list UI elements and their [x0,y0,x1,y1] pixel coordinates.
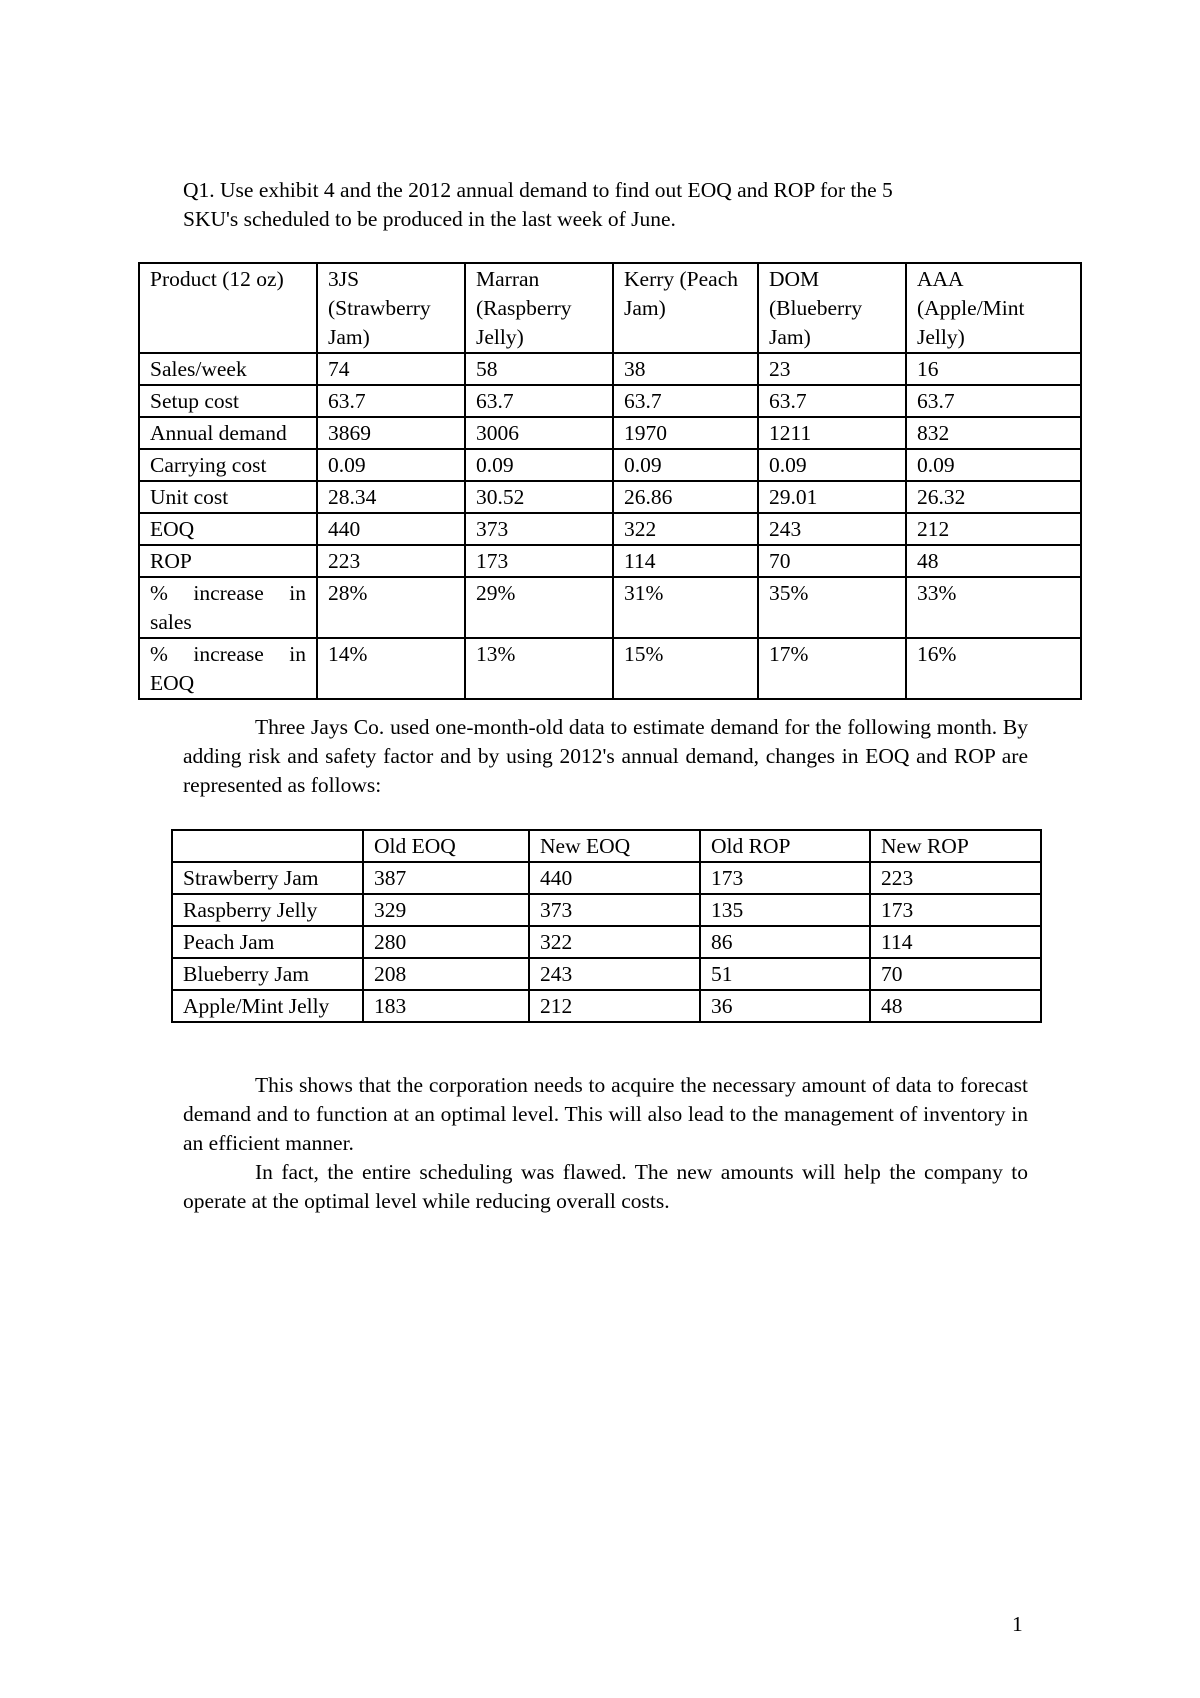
table-cell: 0.09 [465,449,613,481]
table-cell: 16 [906,353,1081,385]
question-line-2: SKU's scheduled to be produced in the last week of June. [183,207,676,231]
row-label: % increase in sales [139,577,317,638]
table-row [139,385,1081,417]
table-cell: 212 [529,990,700,1022]
table-cell: 1970 [613,417,758,449]
table-cell: 58 [465,353,613,385]
table-cell: 329 [363,894,529,926]
table-cell: 70 [870,958,1041,990]
table-row [139,545,1081,577]
table-cell: 0.09 [317,449,465,481]
row-label: EOQ [139,513,317,545]
page-number: 1 [1012,1612,1023,1636]
table-cell: 63.7 [906,385,1081,417]
table-cell: 1211 [758,417,906,449]
eoq-rop-table [138,262,1082,700]
row-label: Annual demand [139,417,317,449]
question-line-1: Q1. Use exhibit 4 and the 2012 annual demand to find out EOQ and ROP for the 5 [183,178,893,202]
table-row [139,513,1081,545]
table-cell: 13% [465,638,613,699]
table-cell: 208 [363,958,529,990]
table-row [139,481,1081,513]
table-cell: 114 [613,545,758,577]
table-cell: 16% [906,638,1081,699]
table-cell: 48 [870,990,1041,1022]
header-cell: 3JS (Strawberry Jam) [317,263,465,353]
table-row [139,417,1081,449]
table-cell: 26.32 [906,481,1081,513]
table-cell: 23 [758,353,906,385]
table-cell: 243 [529,958,700,990]
table-cell: 440 [317,513,465,545]
table-row [139,449,1081,481]
table-cell: 135 [700,894,870,926]
row-label: Setup cost [139,385,317,417]
table-cell: 223 [317,545,465,577]
paragraph-scheduling: In fact, the entire scheduling was flawed. The new amounts will help the company to operate at the optimal level while reducing overall costs. [183,1160,1028,1213]
table-cell: 33% [906,577,1081,638]
table-cell: 0.09 [613,449,758,481]
table-cell: 322 [529,926,700,958]
table-header-row [172,830,1041,862]
table-cell: 38 [613,353,758,385]
header-cell: Old EOQ [363,830,529,862]
table-cell: 48 [906,545,1081,577]
table-cell: 29.01 [758,481,906,513]
table-cell: 173 [870,894,1041,926]
header-cell: New ROP [870,830,1041,862]
table-row [172,926,1041,958]
paragraph-conclusion: This shows that the corporation needs to acquire the necessary amount of data to forecast demand and to function at an optimal level. This will also lead to the management of inventory in an efficient manner. [183,1073,1028,1155]
row-label: Strawberry Jam [172,862,363,894]
paragraph-demand-estimate: Three Jays Co. used one-month-old data to estimate demand for the following month. By adding risk and safety factor and by using 2012's annual demand, changes in EOQ and ROP are represented as follows: [183,715,1028,797]
table-cell: 29% [465,577,613,638]
table-cell: 26.86 [613,481,758,513]
table-cell: 51 [700,958,870,990]
header-cell: DOM (Blueberry Jam) [758,263,906,353]
table-cell: 183 [363,990,529,1022]
table-row [139,577,1081,638]
table-cell: 0.09 [758,449,906,481]
table-cell: 70 [758,545,906,577]
table-row [172,894,1041,926]
table-cell: 17% [758,638,906,699]
table-cell: 15% [613,638,758,699]
table-cell: 28% [317,577,465,638]
table-cell: 173 [700,862,870,894]
header-cell: Kerry (Peach Jam) [613,263,758,353]
table-cell: 63.7 [613,385,758,417]
table-cell: 86 [700,926,870,958]
row-label: Carrying cost [139,449,317,481]
table-cell: 3869 [317,417,465,449]
table-cell: 322 [613,513,758,545]
header-cell: New EOQ [529,830,700,862]
row-label: Peach Jam [172,926,363,958]
table-cell: 74 [317,353,465,385]
header-cell: Product (12 oz) [139,263,317,353]
row-label: % increase in EOQ [139,638,317,699]
table-cell: 223 [870,862,1041,894]
table-cell: 30.52 [465,481,613,513]
table-cell: 280 [363,926,529,958]
table-cell: 114 [870,926,1041,958]
table-row [172,862,1041,894]
table-cell: 14% [317,638,465,699]
table-cell: 63.7 [758,385,906,417]
table-cell: 36 [700,990,870,1022]
table-cell: 387 [363,862,529,894]
table-row [172,958,1041,990]
header-cell: Marran (Raspberry Jelly) [465,263,613,353]
header-cell: Old ROP [700,830,870,862]
table-row [172,990,1041,1022]
table-cell: 373 [529,894,700,926]
row-label: Apple/Mint Jelly [172,990,363,1022]
table-cell: 212 [906,513,1081,545]
old-new-comparison-table [171,829,1042,1023]
row-label: Blueberry Jam [172,958,363,990]
table-cell: 373 [465,513,613,545]
header-cell [172,830,363,862]
table-cell: 440 [529,862,700,894]
table-cell: 243 [758,513,906,545]
table-cell: 35% [758,577,906,638]
header-cell: AAA (Apple/Mint Jelly) [906,263,1081,353]
table-cell: 3006 [465,417,613,449]
table-cell: 0.09 [906,449,1081,481]
row-label: Raspberry Jelly [172,894,363,926]
table-cell: 63.7 [465,385,613,417]
table-cell: 63.7 [317,385,465,417]
table-cell: 31% [613,577,758,638]
row-label: Unit cost [139,481,317,513]
question-text [183,176,1028,234]
table-row [139,353,1081,385]
row-label: Sales/week [139,353,317,385]
table-row [139,638,1081,699]
table-cell: 28.34 [317,481,465,513]
table-header-row [139,263,1081,353]
row-label: ROP [139,545,317,577]
table-cell: 832 [906,417,1081,449]
table-cell: 173 [465,545,613,577]
